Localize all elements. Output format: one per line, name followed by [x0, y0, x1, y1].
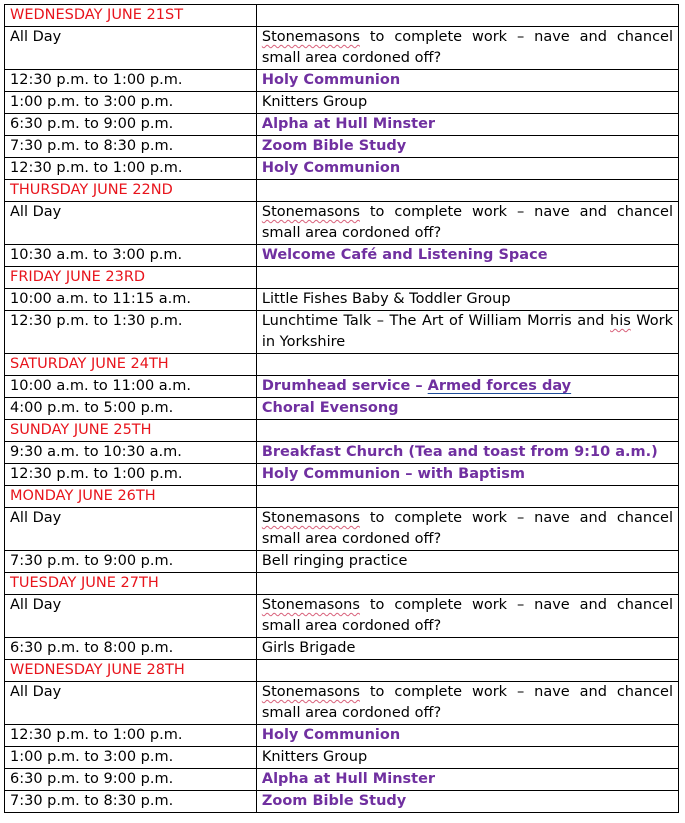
event-time: 12:30 p.m. to 1:00 p.m.	[5, 725, 257, 747]
event-title	[256, 245, 678, 267]
event-time: 4:00 p.m. to 5:00 p.m.	[5, 398, 257, 420]
event-title	[256, 769, 678, 791]
event-row	[5, 551, 679, 573]
event-title	[256, 464, 678, 486]
event-title-text: Little Fishes Baby & Toddler Group	[261, 291, 511, 307]
event-title	[256, 136, 678, 158]
event-time: 10:30 a.m. to 3:00 p.m.	[5, 245, 257, 267]
day-row	[5, 573, 679, 595]
event-row	[5, 747, 679, 769]
event-row	[5, 682, 679, 725]
event-time: 7:30 p.m. to 8:30 p.m.	[5, 791, 257, 813]
day-heading: FRIDAY JUNE 23RD	[5, 267, 257, 289]
event-title	[256, 27, 678, 70]
event-row	[5, 791, 679, 813]
event-title-text: Bell ringing practice	[261, 553, 408, 569]
event-title	[256, 289, 678, 311]
spellcheck-word: Stonemasons	[261, 597, 360, 613]
day-row	[5, 354, 679, 376]
event-row	[5, 245, 679, 267]
day-heading: WEDNESDAY JUNE 28TH	[5, 660, 257, 682]
day-row	[5, 420, 679, 442]
event-title	[256, 311, 678, 354]
day-heading-blank	[256, 573, 678, 595]
day-heading-blank	[256, 354, 678, 376]
event-row	[5, 376, 679, 398]
event-time: 6:30 p.m. to 9:00 p.m.	[5, 114, 257, 136]
event-title	[256, 638, 678, 660]
spellcheck-word: his	[610, 313, 631, 329]
spellcheck-word: Stonemasons	[261, 29, 360, 45]
day-heading-blank	[256, 5, 678, 27]
event-text-post: to complete work – nave and chancel small area cordoned off?	[261, 510, 673, 547]
event-row	[5, 725, 679, 747]
day-heading: SUNDAY JUNE 25TH	[5, 420, 257, 442]
schedule-body	[5, 5, 679, 813]
event-text-post: to complete work – nave and chancel small area cordoned off?	[261, 684, 673, 721]
event-time: 7:30 p.m. to 8:30 p.m.	[5, 136, 257, 158]
day-row	[5, 267, 679, 289]
event-text-pre: Lunchtime Talk – The Art of William Morris and	[261, 313, 610, 329]
spellcheck-word: Stonemasons	[261, 510, 360, 526]
event-time: 9:30 a.m. to 10:30 a.m.	[5, 442, 257, 464]
day-heading: MONDAY JUNE 26TH	[5, 486, 257, 508]
event-row	[5, 464, 679, 486]
event-title	[256, 791, 678, 813]
day-heading: WEDNESDAY JUNE 21ST	[5, 5, 257, 27]
event-title-text: Breakfast Church (Tea and toast from 9:10 a.m.)	[261, 444, 658, 460]
event-title-text: Alpha at Hull Minster	[261, 116, 436, 132]
event-text-post: to complete work – nave and chancel small area cordoned off?	[261, 204, 673, 241]
event-title	[256, 114, 678, 136]
event-title-text: Zoom Bible Study	[261, 138, 407, 154]
event-title-text: Welcome Café and Listening Space	[261, 247, 548, 263]
event-title-text: Holy Communion	[261, 72, 401, 88]
event-title	[256, 92, 678, 114]
event-time: 1:00 p.m. to 3:00 p.m.	[5, 92, 257, 114]
event-time: All Day	[5, 595, 257, 638]
event-title	[256, 682, 678, 725]
event-title	[256, 158, 678, 180]
day-heading-blank	[256, 660, 678, 682]
event-row	[5, 595, 679, 638]
spellcheck-word: Stonemasons	[261, 684, 360, 700]
event-row	[5, 311, 679, 354]
day-heading: TUESDAY JUNE 27TH	[5, 573, 257, 595]
day-heading-blank	[256, 420, 678, 442]
event-title-text: Alpha at Hull Minster	[261, 771, 436, 787]
event-time: All Day	[5, 27, 257, 70]
event-title-text: Girls Brigade	[261, 640, 356, 656]
event-row	[5, 27, 679, 70]
event-time: 12:30 p.m. to 1:00 p.m.	[5, 158, 257, 180]
event-row	[5, 114, 679, 136]
day-heading-blank	[256, 486, 678, 508]
event-time: All Day	[5, 202, 257, 245]
event-title-text: Holy Communion – with Baptism	[261, 466, 526, 482]
event-title-text: Drumhead service –	[261, 378, 428, 394]
day-row	[5, 486, 679, 508]
event-title	[256, 747, 678, 769]
day-row	[5, 180, 679, 202]
event-link: Armed forces day	[427, 378, 572, 394]
event-title	[256, 551, 678, 573]
event-time: 10:00 a.m. to 11:00 a.m.	[5, 376, 257, 398]
event-title	[256, 202, 678, 245]
event-time: All Day	[5, 682, 257, 725]
event-row	[5, 202, 679, 245]
day-row	[5, 660, 679, 682]
spellcheck-word: Stonemasons	[261, 204, 360, 220]
event-time: 7:30 p.m. to 9:00 p.m.	[5, 551, 257, 573]
day-heading: SATURDAY JUNE 24TH	[5, 354, 257, 376]
event-row	[5, 769, 679, 791]
event-time: 12:30 p.m. to 1:00 p.m.	[5, 464, 257, 486]
event-row	[5, 158, 679, 180]
event-title	[256, 376, 678, 398]
event-title-text: Choral Evensong	[261, 400, 399, 416]
event-title	[256, 508, 678, 551]
event-title-text: Zoom Bible Study	[261, 793, 407, 809]
event-row	[5, 92, 679, 114]
event-title-text: Knitters Group	[261, 94, 368, 110]
event-row	[5, 136, 679, 158]
event-time: 10:00 a.m. to 11:15 a.m.	[5, 289, 257, 311]
event-row	[5, 398, 679, 420]
event-title	[256, 70, 678, 92]
event-text-post: Work in Yorkshire	[261, 313, 673, 350]
event-time: All Day	[5, 508, 257, 551]
event-time: 12:30 p.m. to 1:00 p.m.	[5, 70, 257, 92]
event-time: 6:30 p.m. to 9:00 p.m.	[5, 769, 257, 791]
event-title	[256, 725, 678, 747]
event-title	[256, 398, 678, 420]
event-row	[5, 70, 679, 92]
event-text-post: to complete work – nave and chancel small area cordoned off?	[261, 29, 673, 66]
event-time: 6:30 p.m. to 8:00 p.m.	[5, 638, 257, 660]
event-time: 1:00 p.m. to 3:00 p.m.	[5, 747, 257, 769]
event-title-text: Knitters Group	[261, 749, 368, 765]
event-row	[5, 289, 679, 311]
event-row	[5, 508, 679, 551]
event-title	[256, 595, 678, 638]
event-title	[256, 442, 678, 464]
schedule-table	[4, 4, 679, 813]
event-text-post: to complete work – nave and chancel small area cordoned off?	[261, 597, 673, 634]
event-title-text: Holy Communion	[261, 727, 401, 743]
day-heading-blank	[256, 180, 678, 202]
event-row	[5, 638, 679, 660]
day-heading-blank	[256, 267, 678, 289]
event-title-text: Holy Communion	[261, 160, 401, 176]
event-row	[5, 442, 679, 464]
day-heading: THURSDAY JUNE 22ND	[5, 180, 257, 202]
day-row	[5, 5, 679, 27]
event-time: 12:30 p.m. to 1:30 p.m.	[5, 311, 257, 354]
